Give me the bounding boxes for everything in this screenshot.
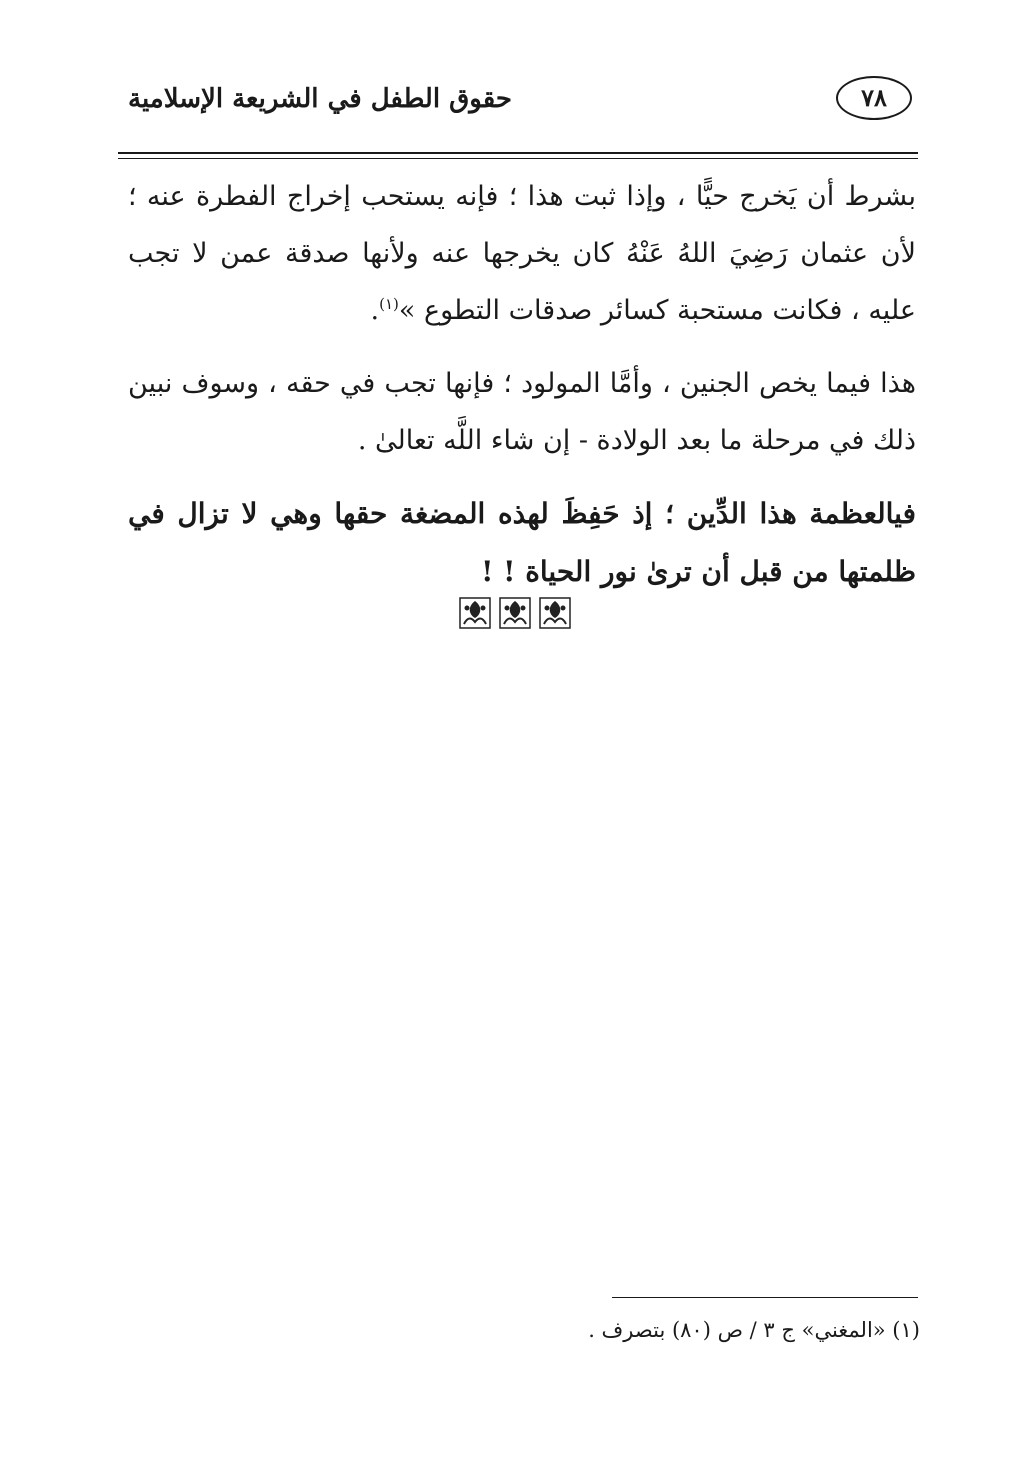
header-rule [118, 152, 918, 154]
floral-separator-icon [498, 596, 532, 630]
paragraph-zakat-fitr [128, 168, 916, 339]
footnote-rule [612, 1297, 918, 1298]
page-number: ٧٨ [836, 76, 912, 120]
body-text [128, 168, 916, 617]
floral-separator [455, 596, 575, 632]
header-rule-thin [118, 158, 918, 159]
footnote-reference: (١) [379, 295, 399, 313]
paragraph-exclamation: فيالعظمة هذا الدِّين ؛ إذ حَفِظَ لهذه المضغة حقها وهي لا تزال في ظلمتها من قبل أن ترىٰ نور الحياة ! ! [128, 497, 916, 588]
running-title: حقوق الطفل في الشريعة الإسلامية [128, 84, 512, 114]
floral-separator-icon [458, 596, 492, 630]
page-header [118, 76, 918, 134]
footnote: (١) «المغني» ج ٣ / ص (٨٠) بتصرف . [588, 1318, 920, 1342]
paragraph-text: بشرط أن يَخرج حيًّا ، وإذا ثبت هذا ؛ فإنه يستحب إخراج الفطرة عنه ؛ لأن عثمان رَضِيَ اللهُ عَنْهُ كان يخرجها عنه ولأنها صدقة عمن لا تجب عليه ، فكانت مستحبة كسائر صدقات التطوع » [128, 181, 916, 326]
paragraph-fetus-newborn: هذا فيما يخص الجنين ، وأمَّا المولود ؛ فإنها تجب في حقه ، وسوف نبين ذلك في مرحلة ما بعد الولادة - إن شاء اللَّه تعالىٰ . [128, 368, 916, 456]
floral-separator-icon [538, 596, 572, 630]
paragraph-end-punctuation: . [370, 295, 380, 326]
